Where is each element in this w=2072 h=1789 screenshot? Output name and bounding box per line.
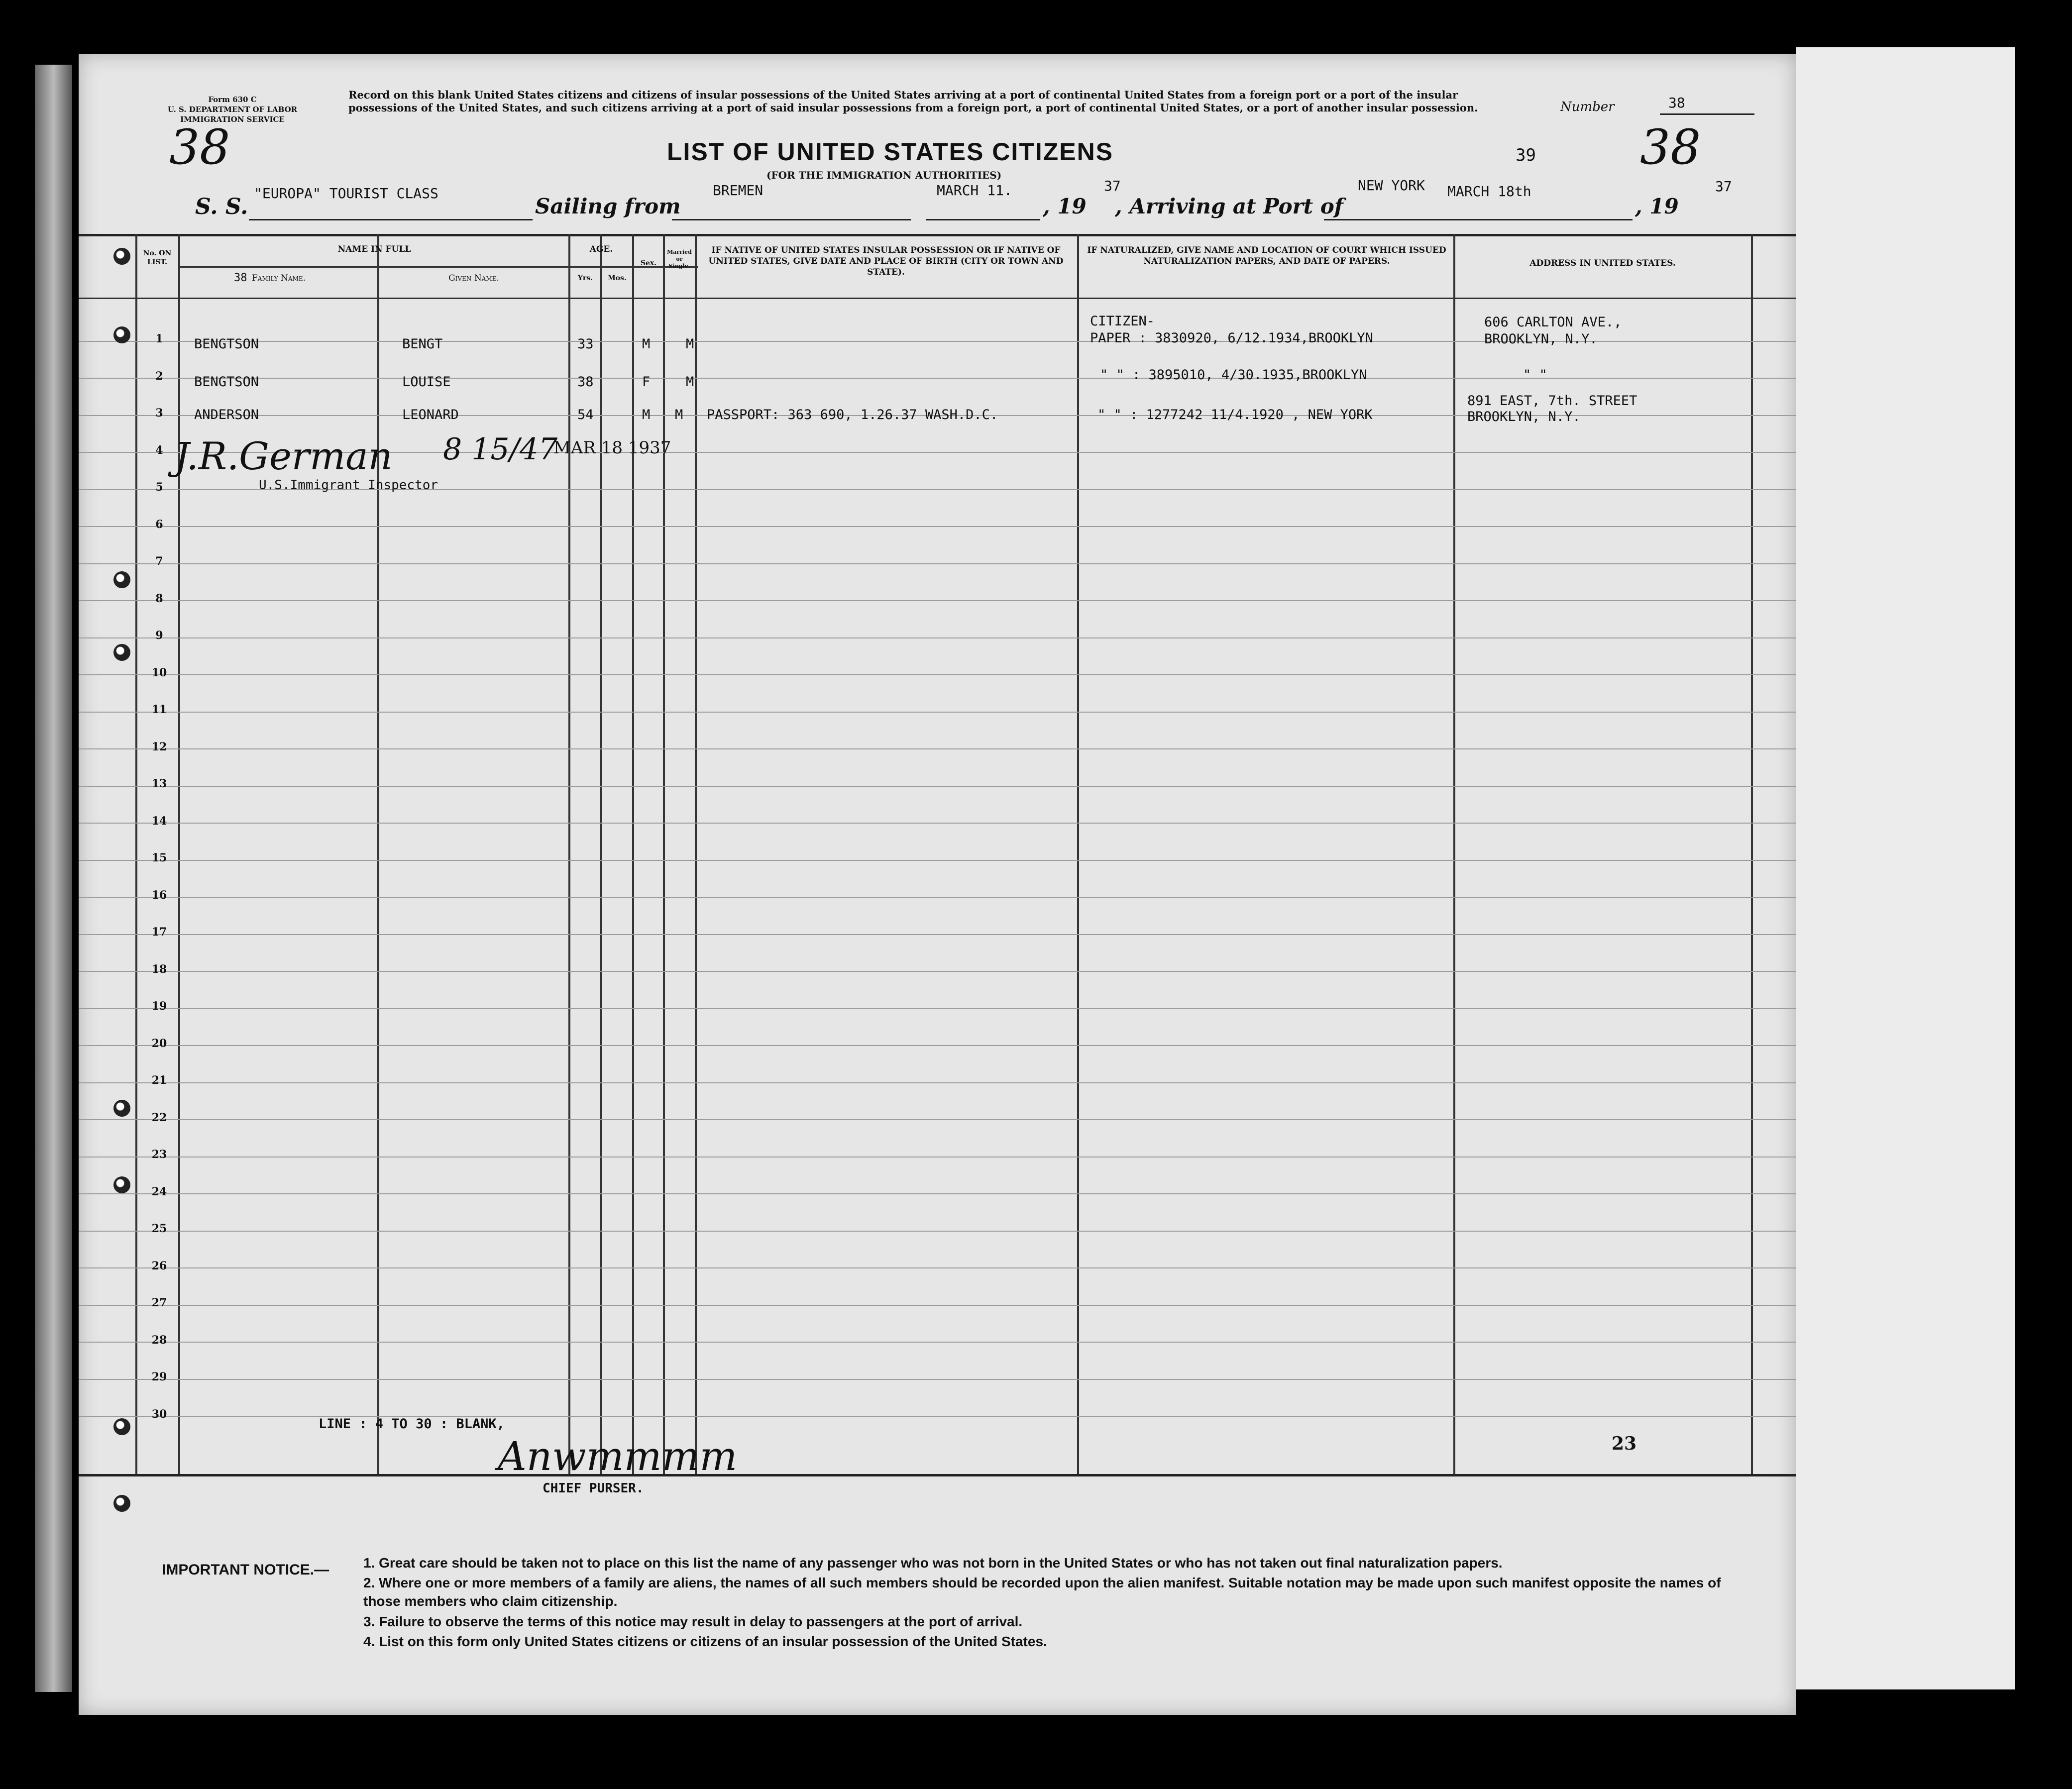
col-header-yrs: Yrs. [577, 274, 593, 282]
col-divider [632, 234, 634, 1476]
row-divider [79, 934, 1796, 935]
row-divider [79, 1008, 1796, 1009]
binder-hole [113, 248, 130, 265]
row-number: 19 [151, 1000, 167, 1013]
col-header-name-in-full: NAME IN FULL [337, 244, 411, 254]
col-header-naturalized: IF NATURALIZED, GIVE NAME AND LOCATION OF COURT WHICH ISSUED NATURALIZATION PAPERS, AND DATE OF PAPERS. [1087, 245, 1446, 266]
naturalization: " " : 1277242 11/4.1920 , NEW YORK [1097, 407, 1373, 422]
number-label: Number [1560, 100, 1615, 114]
sailing-port-underline [672, 219, 911, 220]
handwritten-number-left: 38 [169, 119, 230, 175]
arriving-label: , Arriving at Port of [1115, 194, 1343, 218]
address-line-2: BROOKLYN, N.Y. [1467, 409, 1581, 424]
col-divider [1077, 234, 1079, 1476]
sex: M [642, 407, 651, 422]
intro-text: Record on this blank United States citizens and citizens of insular possessions of the United States arriving at a port of continental United States from a foreign port or a port of the insular possessions of the United States, and such citizens arriving at a port of said insular possessions from a foreign port, a port of continental United States, or a port of another insular possession. [348, 89, 1478, 114]
family-column-mark: 38 [234, 272, 247, 284]
binder-hole [113, 1495, 130, 1512]
row-number: 11 [151, 703, 167, 716]
notice-heading: IMPORTANT NOTICE.— [162, 1562, 329, 1578]
address-line-1: 606 CARLTON AVE., [1484, 315, 1622, 330]
ship-underline [249, 219, 533, 220]
purser-signature: Anwmmmm [498, 1433, 738, 1479]
row-number: 13 [151, 777, 167, 790]
address-line-1: 891 EAST, 7th. STREET [1467, 393, 1637, 409]
row-number: 23 [151, 1148, 167, 1161]
row-number: 5 [155, 481, 163, 494]
sailing-date-underline [926, 219, 1040, 220]
row-divider [79, 897, 1796, 898]
marital-status: M [686, 336, 694, 352]
blank-lines-note: LINE : 4 TO 30 : BLANK, [319, 1416, 505, 1432]
col-divider [663, 234, 665, 1476]
row-divider [79, 563, 1796, 564]
page-title: LIST OF UNITED STATES CITIZENS [667, 138, 1114, 166]
row-divider [79, 600, 1796, 601]
col-divider [377, 234, 379, 1476]
number-value: 38 [1668, 95, 1685, 111]
col-divider [1751, 234, 1753, 1476]
row-divider [79, 1082, 1796, 1083]
sailing-year-label: , 19 [1043, 194, 1087, 218]
row-divider [79, 748, 1796, 749]
notice-item: 4. List on this form only United States citizens or citizens of an insular possession of the United States. [363, 1634, 1047, 1649]
row-number: 18 [151, 962, 167, 976]
row-divider [79, 971, 1796, 972]
row-number: 12 [151, 740, 167, 753]
row-divider [79, 860, 1796, 861]
row-number: 2 [155, 369, 163, 383]
row-divider [79, 1305, 1796, 1306]
row-number: 9 [155, 629, 163, 642]
family-name: ANDERSON [194, 407, 259, 422]
row-divider [79, 823, 1796, 824]
col-header-given: Given Name. [448, 273, 499, 283]
binder-hole [113, 326, 130, 343]
sailing-from-label: Sailing from [535, 194, 681, 218]
col-header-mos: Mos. [608, 274, 627, 282]
row-number: 25 [151, 1222, 167, 1235]
naturalization-note: CITIZEN- [1090, 314, 1155, 329]
page-number: 23 [1612, 1433, 1637, 1454]
notice-item: 2. Where one or more members of a family are aliens, the names of all such members should be recorded upon the alien manifest. Suitable notation may be made upon such manifest opposite the names of those members who claim citizenship. [363, 1575, 1721, 1609]
col-divider [1453, 234, 1455, 1476]
number-39: 39 [1516, 145, 1536, 165]
row-number: 6 [155, 518, 163, 531]
binder-hole [113, 571, 130, 588]
inspector-note: 8 15/47 [443, 432, 558, 467]
handwritten-number-right: 38 [1640, 119, 1701, 175]
binder-hole [113, 644, 130, 661]
arriving-year-label: , 19 [1635, 194, 1679, 218]
row-number: 28 [151, 1333, 167, 1347]
sex: F [642, 374, 651, 390]
age-years: 54 [577, 407, 594, 422]
col-divider [600, 234, 602, 1476]
row-divider [79, 1193, 1796, 1194]
binder-hole [113, 1100, 130, 1117]
binding-strip [35, 65, 72, 1692]
col-header-address: ADDRESS IN UNITED STATES. [1529, 258, 1676, 268]
family-name: BENGTSON [194, 374, 259, 390]
given-name: LEONARD [402, 407, 459, 422]
row-number: 27 [151, 1296, 167, 1309]
naturalization: PAPER : 3830920, 6/12.1934,BROOKLYN [1090, 330, 1373, 346]
marital-status: M [686, 374, 694, 390]
row-number: 24 [151, 1185, 167, 1198]
col-divider [568, 234, 570, 1476]
sailing-year: 37 [1104, 178, 1121, 194]
given-name: LOUISE [402, 374, 451, 390]
row-divider [79, 1045, 1796, 1046]
sailing-date: MARCH 11. [937, 182, 1012, 199]
row-number: 14 [151, 814, 167, 828]
row-number: 30 [151, 1407, 167, 1421]
arriving-date: MARCH 18th [1447, 183, 1531, 200]
back-sheet [1796, 47, 2015, 1689]
inspector-signature: J.R.German [174, 434, 393, 478]
given-name: BENGT [402, 336, 443, 352]
age-years: 38 [577, 374, 594, 390]
ship-name: "EUROPA" TOURIST CLASS [254, 185, 438, 202]
sex: M [642, 336, 651, 352]
row-divider [79, 786, 1796, 787]
row-number: 8 [155, 592, 163, 605]
date-stamp: MAR 18 1937 [553, 438, 671, 458]
inspector-title: U.S.Immigrant Inspector [259, 478, 438, 493]
col-header-no: No. ON LIST. [143, 249, 172, 266]
binder-hole [113, 1418, 130, 1435]
row-number: 20 [151, 1037, 167, 1050]
row-number: 1 [155, 332, 163, 345]
row-number: 29 [151, 1370, 167, 1383]
row-number: 26 [151, 1259, 167, 1272]
row-divider [79, 637, 1796, 638]
form-sheet [79, 54, 1796, 1715]
address-line-2: BROOKLYN, N.Y. [1484, 331, 1598, 347]
col-divider [178, 234, 180, 1476]
header-divider [180, 266, 698, 268]
col-header-native: IF NATIVE OF UNITED STATES INSULAR POSSESSION OR IF NATIVE OF UNITED STATES, GIVE DATE AND PLACE OF BIRTH (CITY OR TOWN AND STATE). [708, 245, 1064, 277]
row-number: 16 [151, 888, 167, 902]
binder-hole [113, 1176, 130, 1193]
row-number: 4 [155, 443, 163, 457]
notice-item: 3. Failure to observe the terms of this notice may result in delay to passengers at the port of arrival. [363, 1614, 1023, 1629]
age-years: 33 [577, 336, 594, 352]
col-divider [695, 234, 697, 1476]
table-bottom-border [79, 1474, 1796, 1476]
marital-status: M [675, 407, 683, 422]
table-top-border [79, 234, 1796, 236]
row-divider [79, 1157, 1796, 1158]
arriving-year: 37 [1715, 178, 1732, 195]
notice-item: 1. Great care should be taken not to place on this list the name of any passenger who was not born in the United States or who has not taken out final naturalization papers. [363, 1555, 1503, 1571]
row-divider [79, 674, 1796, 675]
row-number: 15 [151, 851, 167, 864]
family-name: BENGTSON [194, 336, 259, 352]
row-divider [79, 712, 1796, 713]
sailing-port: BREMEN [713, 182, 763, 199]
col-header-age: AGE. [589, 244, 613, 254]
row-divider [79, 1267, 1796, 1268]
row-divider [79, 526, 1796, 527]
row-divider [79, 1231, 1796, 1232]
row-number: 17 [151, 926, 167, 939]
arriving-port: NEW YORK [1358, 177, 1425, 194]
naturalization: " " : 3895010, 4/30.1935,BROOKLYN [1100, 367, 1367, 383]
address-ditto: " " [1523, 367, 1547, 383]
row-number: 10 [151, 666, 167, 679]
row-divider [79, 1119, 1796, 1120]
arriving-underline [1324, 219, 1633, 220]
row-number: 21 [151, 1074, 167, 1087]
page-subtitle: (FOR THE IMMIGRATION AUTHORITIES) [766, 169, 1002, 181]
ss-label: S. S. [195, 194, 248, 219]
number-underline [1660, 113, 1754, 115]
row-number: 3 [155, 407, 163, 420]
row-divider [79, 1379, 1796, 1380]
col-header-sex: Sex. [640, 259, 657, 267]
row-number: 22 [151, 1111, 167, 1124]
purser-title: CHIEF PURSER. [543, 1481, 644, 1496]
form-code: Form 630 C U. S. DEPARTMENT OF LABOR IMMIGRATION SERVICE [167, 95, 298, 124]
birth-info: PASSPORT: 363 690, 1.26.37 WASH.D.C. [707, 407, 998, 422]
row-divider [79, 1342, 1796, 1343]
col-divider [135, 234, 137, 1476]
col-header-married: Married or Single. [667, 249, 692, 269]
col-header-family: Family Name. [251, 273, 306, 283]
header-bottom-border [79, 298, 1796, 299]
row-number: 7 [155, 555, 163, 568]
